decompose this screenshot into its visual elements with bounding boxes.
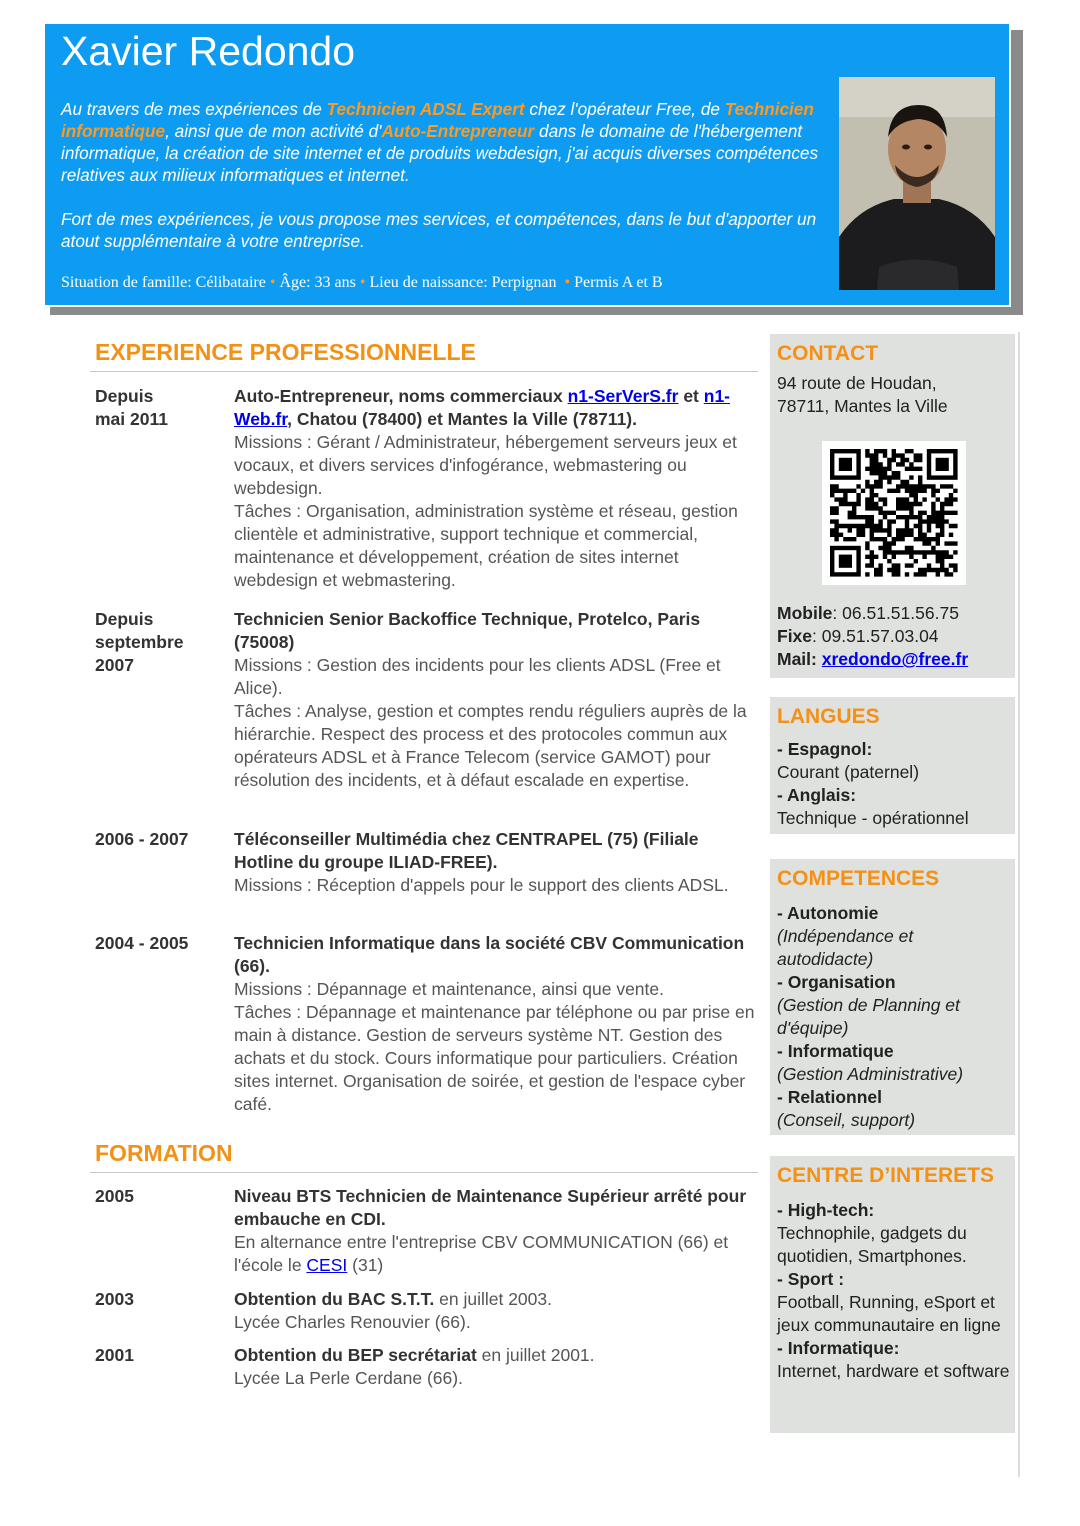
- link-n1-web[interactable]: n1-Web.fr: [234, 386, 730, 429]
- header-banner: [43, 22, 1011, 307]
- formation-school: Lycée Charles Renouvier (66).: [234, 1312, 471, 1332]
- intro-paragraph-1: Au travers de mes expériences de Technicien ADSL Expert chez l'opérateur Free, de Technicien informatique, ainsi que de mon activité d'Auto-Entrepreneur dans le domaine de l'hébergement informatique, la création de site internet et de produits webdesign, j'ai acquis diverses compétences relatives aux milieux informatiques et internet.: [61, 99, 819, 185]
- age: Âge: 33 ans: [279, 274, 356, 291]
- skill-name: - Relationnel: [777, 1087, 883, 1107]
- langues-title: LANGUES: [777, 705, 880, 728]
- formation-title: Obtention du BAC S.T.T.: [234, 1289, 435, 1309]
- personal-info: Situation de famille: Célibataire • Âge: 33 ans • Lieu de naissance: Perpignan • Permis A et B: [61, 274, 663, 291]
- experience-title: Technicien Senior Backoffice Technique, Protelco, Paris (75008): [234, 609, 701, 652]
- skill-detail: (Conseil, support): [777, 1110, 916, 1130]
- skill-detail: (Gestion de Planning et d'équipe): [777, 995, 960, 1038]
- experience-section-title: EXPERIENCE PROFESSIONNELLE: [95, 339, 476, 365]
- experience-tasks: Tâches : Analyse, gestion et comptes rendu réguliers auprès de la hiérarchie. Respect des process et des protocoles commun aux opérateurs ADSL et à France Telecom (service GAMOT) pour résolution des incidents, et à défaut escalade en expertise.: [234, 701, 747, 790]
- experience-divider: [90, 371, 758, 372]
- family-status: Situation de famille: Célibataire: [61, 274, 266, 291]
- langues-box: [770, 697, 1015, 834]
- fixe-number: : 09.51.57.03.04: [812, 626, 939, 646]
- language-level: Courant (paternel): [777, 762, 920, 782]
- formation-date: 2003: [95, 1289, 134, 1309]
- interest-detail: Technophile, gadgets du quotidien, Smartphones.: [777, 1223, 967, 1266]
- experience-title: Téléconseiller Multimédia chez CENTRAPEL (75) (Filiale Hotline du groupe ILIAD-FREE).: [234, 829, 699, 872]
- experience-date: Depuis septembre 2007: [95, 609, 184, 675]
- intro-paragraph-2: Fort de mes expériences, je vous propose mes services, et compétences, dans le but d'apporter un atout supplémentaire à votre entreprise.: [61, 209, 817, 251]
- interets-box: [770, 1156, 1015, 1433]
- competences-title: COMPETENCES: [777, 867, 940, 890]
- experience-date: 2006 - 2007: [95, 829, 189, 849]
- experience-tasks: Tâches : Dépannage et maintenance par téléphone ou par prise en main à distance. Gestion de serveurs système NT. Gestion des achats et du stock. Cours informatique pour particuliers. Création sites internet. Organisation de soirée, et gestion de l'espace cyber café.: [234, 1002, 755, 1114]
- link-n1-servers[interactable]: n1-SerVerS.fr: [567, 386, 679, 406]
- skill-detail: (Gestion Administrative): [777, 1064, 964, 1084]
- highlight-auto-entrepreneur: Auto-Entrepreneur: [381, 121, 535, 141]
- intro-text: [61, 98, 846, 274]
- mobile-number: : 06.51.51.56.75: [832, 603, 959, 623]
- sidebar-divider: [1018, 332, 1020, 1477]
- formation-section-title: FORMATION: [95, 1140, 233, 1166]
- formation-date: 2005: [95, 1186, 134, 1206]
- formation-title: Obtention du BEP secrétariat: [234, 1345, 477, 1365]
- experience-date: Depuis mai 2011: [95, 386, 168, 429]
- portrait-photo: [839, 77, 995, 290]
- language-name: - Espagnol:: [777, 739, 873, 759]
- interets-title: CENTRE D’INTERETS: [777, 1164, 995, 1187]
- interest-detail: Internet, hardware et software: [777, 1361, 1010, 1381]
- experience-date: 2004 - 2005: [95, 933, 189, 953]
- skill-name: - Informatique: [777, 1041, 894, 1061]
- formation-date: 2001: [95, 1345, 134, 1365]
- language-name: - Anglais:: [777, 785, 857, 805]
- competences-box: [770, 859, 1015, 1135]
- contact-box: [770, 334, 1015, 678]
- birthplace: Lieu de naissance: Perpignan: [369, 274, 557, 291]
- candidate-name: Xavier Redondo: [61, 28, 356, 74]
- experience-title: Technicien Informatique dans la société CBV Communication (66).: [234, 933, 745, 976]
- skill-name: - Autonomie: [777, 903, 879, 923]
- qr-code: [822, 441, 966, 585]
- mail-label: Mail:: [777, 649, 817, 669]
- driving-license: Permis A et B: [574, 274, 663, 291]
- interest-name: - Sport :: [777, 1269, 845, 1289]
- language-level: Technique - opérationnel: [777, 808, 969, 828]
- interest-detail: Football, Running, eSport et jeux communautaire en ligne: [777, 1292, 1001, 1335]
- highlight-adsl: Technicien ADSL Expert: [326, 99, 525, 119]
- fixe-label: Fixe: [777, 626, 813, 646]
- skill-name: - Organisation: [777, 972, 896, 992]
- formation-divider: [90, 1172, 758, 1173]
- address-line-2: 78711, Mantes la Ville: [777, 396, 948, 416]
- qr-code-icon: [822, 441, 966, 585]
- link-cesi[interactable]: CESI: [306, 1255, 348, 1275]
- experience-missions: Missions : Gérant / Administrateur, hébergement serveurs jeux et vocaux, et divers services d'infogérance, webmastering ou webdesign.: [234, 432, 737, 498]
- portrait-photo-icon: [839, 77, 995, 290]
- address-line-1: 94 route de Houdan,: [777, 373, 937, 393]
- experience-missions: Missions : Réception d'appels pour le support des clients ADSL.: [234, 875, 729, 895]
- formation-title: Niveau BTS Technicien de Maintenance Supérieur arrêté pour embauche en CDI.: [234, 1186, 747, 1229]
- interest-name: - Informatique:: [777, 1338, 900, 1358]
- experience-missions: Missions : Gestion des incidents pour les clients ADSL (Free et Alice).: [234, 655, 721, 698]
- experience-tasks: Tâches : Organisation, administration système et réseau, gestion clientèle et administrative, support technique et commercial, maintenance et développement, création de sites internet webdesign et webmastering.: [234, 501, 738, 590]
- interest-name: - High-tech:: [777, 1200, 875, 1220]
- email-link[interactable]: xredondo@free.fr: [821, 649, 969, 669]
- highlight-informatique: Technicien informatique: [61, 99, 814, 141]
- formation-school: Lycée La Perle Cerdane (66).: [234, 1368, 463, 1388]
- skill-detail: (Indépendance et autodidacte): [777, 926, 914, 969]
- experience-missions: Missions : Dépannage et maintenance, ainsi que vente.: [234, 979, 664, 999]
- mobile-label: Mobile: [777, 603, 833, 623]
- contact-title: CONTACT: [777, 342, 879, 365]
